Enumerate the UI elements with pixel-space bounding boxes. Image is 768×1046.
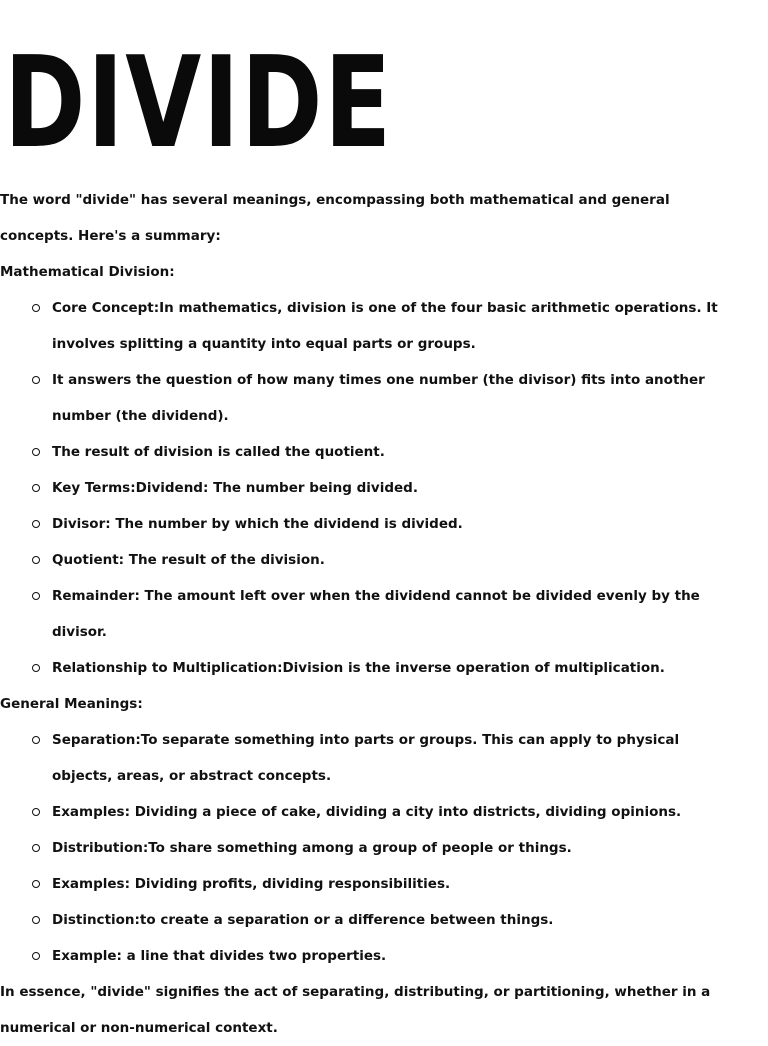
bullet-list-mathematical: [0, 290, 730, 686]
section-heading-general: General Meanings:: [0, 696, 143, 712]
list-item: It answers the question of how many times one number (the divisor) fits into another number (the dividend).: [52, 362, 730, 434]
list-item: Examples: Dividing profits, dividing responsibilities.: [52, 866, 730, 902]
list-item: Divisor: The number by which the dividend is divided.: [52, 506, 730, 542]
conclusion-paragraph: In essence, "divide" signifies the act of separating, distributing, or partitioning, whether in a numerical or non-numerical context.: [0, 984, 711, 1036]
list-item: Separation:To separate something into parts or groups. This can apply to physical objects, areas, or abstract concepts.: [52, 722, 730, 794]
document-body: [0, 182, 730, 1046]
list-item: Distribution:To share something among a group of people or things.: [52, 830, 730, 866]
list-item: Distinction:to create a separation or a difference between things.: [52, 902, 730, 938]
bullet-list-general: [0, 722, 730, 974]
list-item: Quotient: The result of the division.: [52, 542, 730, 578]
list-item: Core Concept:In mathematics, division is one of the four basic arithmetic operations. It involves splitting a quantity into equal parts or groups.: [52, 290, 730, 362]
list-item: The result of division is called the quotient.: [52, 434, 730, 470]
list-item: Example: a line that divides two properties.: [52, 938, 730, 974]
section-heading-mathematical: Mathematical Division:: [0, 264, 175, 280]
list-item: Examples: Dividing a piece of cake, dividing a city into districts, dividing opinions.: [52, 794, 730, 830]
intro-paragraph: The word "divide" has several meanings, encompassing both mathematical and general concepts. Here's a summary:: [0, 192, 670, 244]
page-title: DIVIDE: [4, 29, 393, 176]
list-item: Key Terms:Dividend: The number being divided.: [52, 470, 730, 506]
list-item: Relationship to Multiplication:Division is the inverse operation of multiplication.: [52, 650, 730, 686]
list-item: Remainder: The amount left over when the dividend cannot be divided evenly by the divisor.: [52, 578, 730, 650]
